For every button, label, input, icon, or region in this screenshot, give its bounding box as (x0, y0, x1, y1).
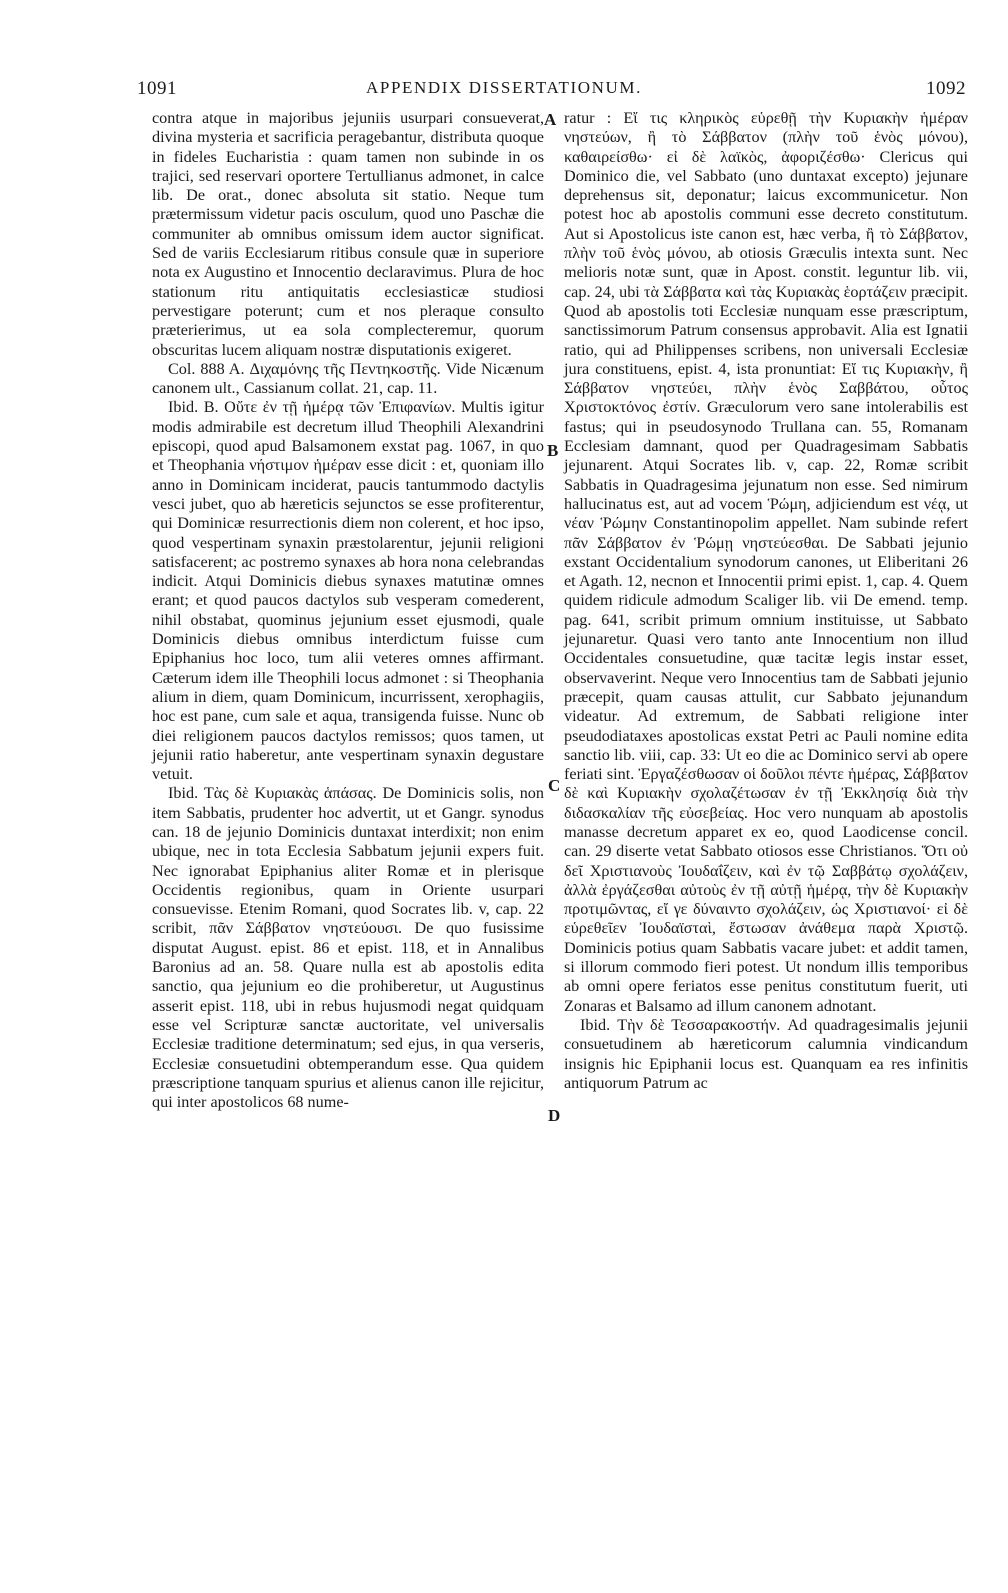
paragraph: Ibid. Τὰς δὲ Κυριακὰς ἁπάσας. De Dominicis solis, non item Sabbatis, prudenter hoc advertit, ut et Gangr. synodus can. 18 de jejunio Dominicis duntaxat interdixit; non enim ubique, nec in tota Ecclesia Sabbatum jejunii expers fuit. Nec ignorabat Epiphanius aliter Romæ et in plerisque Occidentis regionibus, quam in Oriente usurpari consuevisse. Etenim Romani, quod Socrates lib. v, cap. 22 scribit, πᾶν Σάββατον νηστεύουσι. De quo fusissime disputat August. epist. 86 et epist. 118, et in Annalibus Baronius ad an. 58. Quare nulla est ab apostolis edita sanctio, qua jejunium eo die prohiberetur, ut Augustinus asserit epist. 118, ubi in rebus hujusmodi negat quidquam esse vel Scripturæ sanctæ auctoritate, vel universalis Ecclesiæ traditione determinatum; sed ejus, in qua verseris, Ecclesiæ consuetudini obtemperandum esse. Qua quidem præscriptione tanquam spurius et alienus canon ille rejicitur, qui inter apostolicos 68 nume- (152, 784, 544, 1112)
left-column (152, 109, 544, 1112)
right-page-number: 1092 (926, 78, 966, 99)
paragraph: Col. 888 A. Διχαμόνης τῆς Πεντηκοστῆς. Vide Nicænum canonem ult., Cassianum collat. 21, cap. 11. (152, 359, 544, 398)
paragraph: Ibid. Τὴν δὲ Τεσσαρακοστήν. Ad quadragesimalis jejunii consuetudinem ab hæreticorum calumnia vindicandum insignis hic Epiphanii locus est. Quanquam ea res infinitis antiquorum Patrum ac (564, 1015, 968, 1092)
section-marker-b: B (547, 441, 559, 460)
running-header (0, 78, 1008, 108)
paragraph: Ibid. B. Οὔτε ἐν τῇ ἡμέρᾳ τῶν Ἐπιφανίων. Multis igitur modis admirabile est decretum illud Theophili Alexandrini episcopi, quod apud Balsamonem exstat pag. 1067, in quo et Theophania νήστιμον ἡμέραν esse dicit : et, quoniam illo anno in Dominicam inciderat, paucis tantummodo dactylis vesci jubet, quo ab hæreticis sejunctos se esse profiterentur, qui Dominicæ resurrectionis diem non colerent, et hoc ipso, quod vespertinam synaxin præstolarentur, jejunii religioni satisfacerent; ac postremo synaxes ab hora nona celebrandas indicit. Atqui Dominicis diebus synaxes matutinæ omnes erant; et quod paucos dactylos sub vesperam comederent, nihil obstabat, quominus jejunium esset ejusmodi, quale Dominicis diebus omnibus interdictum fuisse cum Epiphanius hoc loco, tum alii veteres omnes affirmant. Cæterum idem ille Theophili locus admonet : si Theophania alium in diem, quam Dominicum, incurrissent, xerophagiis, hoc est pane, cum sale et aqua, transigenda fuisse. Nunc ob diei religionem paucos dactylos remissos; quos tamen, ut jejunii ratio haberetur, ante vespertinam synaxin degustare vetuit. (152, 398, 544, 784)
paragraph: contra atque in majoribus jejuniis usurpari consueverat, divina mysteria et sacrificia peragebantur, distributa quoque in fideles Eucharistia : quam tamen non subinde in os trajici, sed reservari oportere Tertullianus admonet, in calce lib. De orat., donec absoluta sit statio. Neque tum prætermissum videtur pacis osculum, quod uno Paschæ die communiter ab omnibus omissum idem auctor significat. Sed de variis Ecclesiarum ritibus consule quæ in superiore nota ex Augustino et Innocentio declaravimus. Plura de hoc stationum ritu antiquitatis ecclesiasticæ studiosi pervestigare poterunt; cum et nos pleraque consulto præterierimus, ut ea sola complecteremur, quorum obscuritas lucem aliquam nostræ disputationis exigeret. (152, 109, 544, 359)
section-marker-c: C (548, 776, 561, 795)
paragraph: ratur : Εἴ τις κληρικὸς εὑρεθῇ τὴν Κυριακὴν ἡμέραν νηστεύων, ἢ τὸ Σάββατον (πλὴν τοῦ ἑνὸς μόνου), καθαιρείσθω· εἰ δὲ λαϊκὸς, ἀφοριζέσθω· Clericus qui Dominico die, vel Sabbato (uno duntaxat excepto) jejunare deprehensus sit, deponatur; laicus excommunicetur. Non potest hoc ab apostolis communi esse decreto constitutum. Aut si Apostolicus iste canon est, hæc verba, ἢ τὸ Σάββατον, πλὴν τοῦ ἑνὸς μόνου, ab otiosis Græculis intexta sunt. Nec melioris notæ sunt, quæ in Apost. constit. leguntur lib. vii, cap. 24, ubi τὰ Σάββατα καὶ τὰς Κυριακὰς ἑορτάζειν præcipit. Quod ab apostolis toti Ecclesiæ nunquam esse præscriptum, sanctissimorum Patrum consensus approbavit. Alia est Ignatii ratio, qui ad Philippenses scribens, non universali Ecclesiæ jura constituens, epist. 4, ista pronuntiat: Εἴ τις Κυριακὴν, ἢ Σάββατον νηστεύει, πλὴν ἑνὸς Σαββάτου, οὗτος Χριστοκτόνος ἐστίν. Græculorum vero sane intolerabilis est fastus; qui in pseudosynodo Trullana can. 55, Romanam Ecclesiam damnant, quod per Quadragesimam Sabbatis jejunarent. Atqui Socrates lib. v, cap. 22, Romæ scribit Sabbatis in Quadragesima jejunatum non esse. Sed nimirum hallucinatus est, aut ad vocem Ῥώμη, adjiciendum est νέᾳ, ut νέαν Ῥώμην Constantinopolim appellet. Nam subinde refert πᾶν Σάββατον ἐν Ῥώμῃ νηστεύεσθαι. De Sabbati jejunio exstant Occidentalium synodorum canones, ut Eliberitani 26 et Agath. 12, necnon et Innocentii primi epist. 1, cap. 4. Quem quidem ridicule admodum Scaliger lib. vii De emend. temp. pag. 641, scribit primum omnium instituisse, ut Sabbato jejunaretur. Quasi vero tanto ante Innocentium non illud Occidentales consuetudine, quæ tacitæ legis instar esset, observaverint. Neque vero Innocentius tam de Sabbati jejunio præcepit, quam causas attulit, cur Sabbato jejunandum videatur. Ad extremum, de Sabbati religione inter pseudodiataxes apostolicas exstat Petri ac Pauli nomine edita sanctio lib. viii, cap. 33: Ut eo die ac Dominico servi ab opere feriati sint. Ἐργαζέσθωσαν οἱ δοῦλοι πέντε ἡμέρας, Σάββατον δὲ καὶ Κυριακὴν σχολαζέτωσαν ἐν τῇ Ἐκκλησίᾳ διὰ τὴν διδασκαλίαν τῆς εὐσεβείας. Hoc vero nunquam ab apostolis manasse decretum apparet ex eo, quod Laodicense concil. can. 29 diserte vetat Sabbato otiosos esse Christianos. Ὅτι οὐ δεῖ Χριστιανοὺς Ἰουδαΐζειν, καὶ ἐν τῷ Σαββάτῳ σχολάζειν, ἀλλὰ ἐργάζεσθαι αὐτοὺς ἐν τῇ αὐτῇ ἡμέρᾳ, τὴν δὲ Κυριακὴν προτιμῶντας, εἴ γε δύναιντο σχολάζειν, ὡς Χριστιανοί· εἰ δὲ εὑρεθεῖεν Ἰουδαϊσταὶ, ἔστωσαν ἀνάθεμα παρὰ Χριστῷ. Dominicis potius quam Sabbatis vacare jubet: et addit tamen, si illorum commodo fieri potest. Ut nondum illis temporibus ab omni opere feriatos esse penitus constitutum fuerit, uti Zonaras et Balsamo ad illum canonem adnotant. (564, 109, 968, 1015)
left-page-number: 1091 (137, 78, 177, 99)
running-title: APPENDIX DISSERTATIONUM. (366, 78, 642, 97)
section-marker-a: A (544, 110, 557, 129)
section-marker-d: D (548, 1106, 561, 1125)
right-column (564, 109, 968, 1093)
